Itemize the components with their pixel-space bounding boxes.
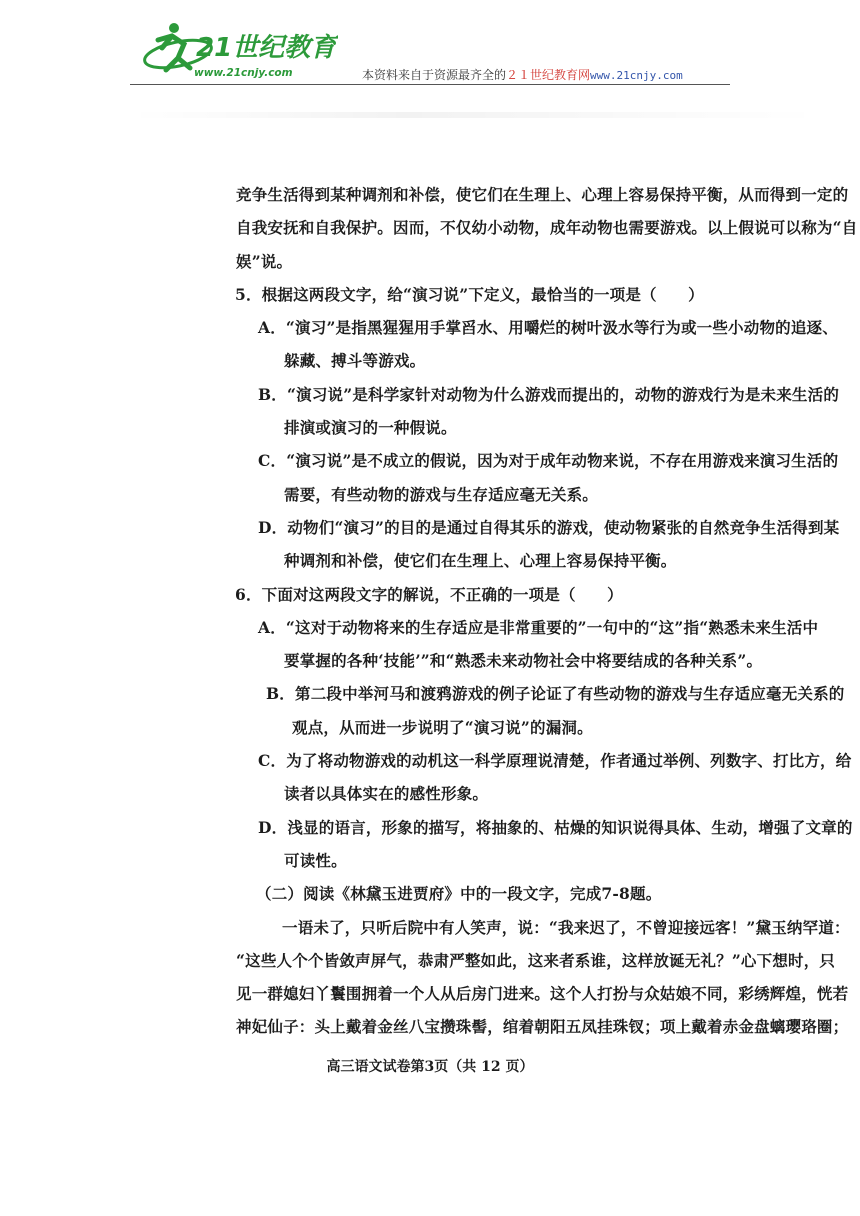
passage-line: 竞争生活得到某种调剂和补偿，使它们在生理上、心理上容易保持平衡，从而得到一定的 [236,185,849,204]
q6-option-a-cont: 要掌握的各种‘技能’”和“熟悉未来动物社会中将要结成的各种关系”。 [284,651,763,671]
q5-option-c: C．“演习说”是不成立的假说，因为对于成年动物来说，不存在用游戏来演习生活的 [258,451,839,471]
scan-artifact [130,112,820,118]
question-6: 6．下面对这两段文字的解说，不正确的一项是（ ） [235,584,623,604]
q6-option-c: C．为了将动物游戏的动机这一科学原理说清楚，作者通过举例、列数字、打比方，给 [258,751,852,771]
excerpt-line: 神妃仙子：头上戴着金丝八宝攒珠髻，绾着朝阳五凤挂珠钗；项上戴着赤金盘螭璎珞圈； [236,1017,849,1037]
q6-option-d: D．浅显的语言，形象的描写，将抽象的、枯燥的知识说得具体、生动，增强了文章的 [258,817,853,837]
q5-option-a: A．“演习”是指黑猩猩用手掌舀水、用嚼烂的树叶汲水等行为或一些小动物的追逐、 [258,318,838,338]
section-2-heading: （二）阅读《林黛玉进贾府》中的一段文字，完成7-8题。 [256,884,662,904]
q6-option-b-cont: 观点，从而进一步说明了“演习说”的漏洞。 [292,717,593,737]
q5-option-a-cont: 躲藏、搏斗等游戏。 [284,351,426,371]
header-rule [130,84,730,85]
logo-text: 21世纪教育 [196,33,337,63]
page-footer: 高三语文试卷第3页（共 12 页） [326,1059,534,1075]
excerpt-line: 见一群媳妇丫鬟围拥着一个人从后房门进来。这个人打扮与众姑娘不同，彩绣辉煌，恍若 [236,984,849,1004]
source-note-prefix: 本资料来自于资源最齐全的 [362,68,507,82]
q5-option-c-cont: 需要，有些动物的游戏与生存适应毫无关系。 [284,484,599,504]
q6-option-a: A．“这对于动物将来的生存适应是非常重要的”一句中的“这”指“熟悉未来生活中 [258,617,819,637]
q5-option-b-cont: 排演或演习的一种假说。 [284,418,457,438]
source-note-url: www.21cnjy.com [590,69,683,82]
source-note [362,66,683,83]
q6-option-d-cont: 可读性。 [284,850,347,870]
page-header [0,0,860,90]
passage-line: 娱”说。 [236,251,293,271]
q5-option-b: B．“演习说”是科学家针对动物为什么游戏而提出的，动物的游戏行为是未来生活的 [258,384,840,404]
logo-url: www.21cnjy.com [194,67,293,79]
excerpt-line: 一语未了，只听后院中有人笑声，说：“我来迟了，不曾迎接远客！”黛玉纳罕道： [282,917,850,937]
q6-option-c-cont: 读者以具体实在的感性形象。 [284,784,489,804]
passage-line: 自我安抚和自我保护。因而，不仅幼小动物，成年动物也需要游戏。以上假说可以称为“自 [236,218,858,238]
source-note-site: ２１世纪教育网 [506,68,591,82]
q6-option-b: B．第二段中举河马和渡鸦游戏的例子论证了有些动物的游戏与生存适应毫无关系的 [266,684,845,704]
q5-option-d-cont: 种调剂和补偿，使它们在生理上、心理上容易保持平衡。 [284,551,677,571]
excerpt-line: “这些人个个皆敛声屏气，恭肃严整如此，这来者系谁，这样放诞无礼？”心下想时，只 [236,950,836,970]
site-logo [138,18,338,84]
exam-content [235,178,858,1044]
question-5: 5．根据这两段文字，给“演习说”下定义，最恰当的一项是（ ） [235,284,704,304]
q5-option-d: D．动物们“演习”的目的是通过自得其乐的游戏，使动物紧张的自然竞争生活得到某 [258,517,840,537]
